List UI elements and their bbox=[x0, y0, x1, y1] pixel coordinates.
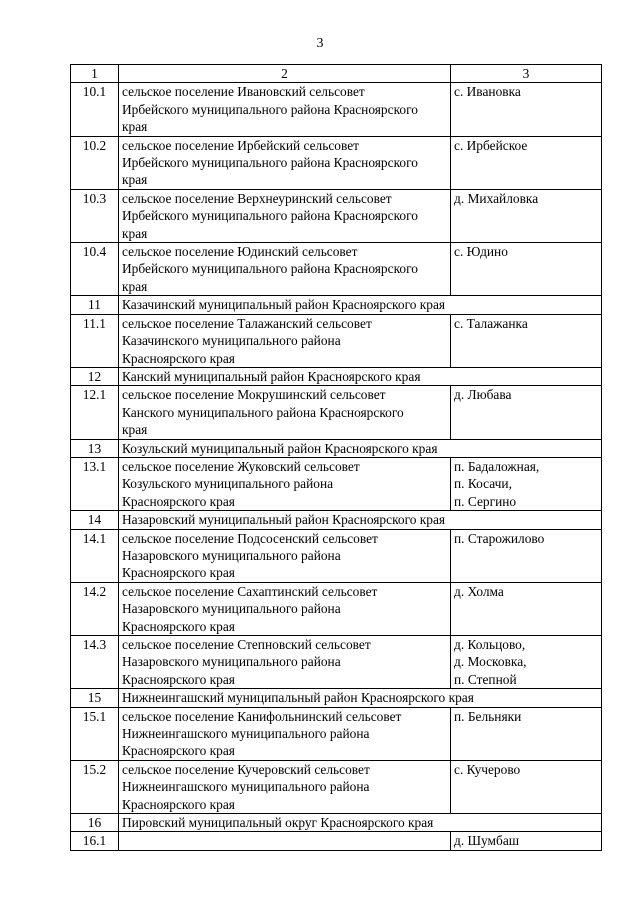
places-cell bbox=[451, 529, 602, 582]
row-number: 14.1 bbox=[71, 529, 119, 582]
district-name bbox=[119, 439, 602, 457]
settlement-name bbox=[119, 243, 451, 296]
settlement-name bbox=[119, 189, 451, 242]
name-line: Назаровского муниципального района bbox=[122, 654, 341, 670]
places-cell bbox=[451, 314, 602, 367]
place-line: с. Юдино bbox=[454, 244, 508, 260]
name-line: сельское поселение Кучеровский сельсовет bbox=[122, 761, 370, 777]
name-line: сельское поселение Мокрушинский сельсовет bbox=[122, 387, 386, 403]
table-row bbox=[71, 760, 602, 813]
name-line: края bbox=[122, 172, 148, 188]
district-name bbox=[119, 814, 602, 832]
table-row bbox=[71, 189, 602, 242]
district-name bbox=[119, 689, 602, 707]
places-cell bbox=[451, 386, 602, 439]
place-line: д. Холма bbox=[454, 583, 504, 599]
places-cell bbox=[451, 136, 602, 189]
name-line: Назаровского муниципального района bbox=[122, 547, 341, 563]
settlement-name bbox=[119, 457, 451, 510]
row-number: 15.2 bbox=[71, 760, 119, 813]
district-name bbox=[119, 367, 602, 385]
places-cell bbox=[451, 636, 602, 689]
row-number: 10.1 bbox=[71, 83, 119, 136]
place-line: д. Михайловка bbox=[454, 190, 539, 206]
places-cell bbox=[451, 243, 602, 296]
header-col-1: 1 bbox=[71, 65, 119, 83]
name-line: Красноярского края bbox=[122, 350, 235, 366]
settlement-name bbox=[119, 136, 451, 189]
name-line: сельское поселение Жуковский сельсовет bbox=[122, 458, 360, 474]
name-line: сельское поселение Сахаптинский сельсовет bbox=[122, 583, 378, 599]
name-line: Козульского муниципального района bbox=[122, 476, 334, 492]
place-line: с. Ивановка bbox=[454, 84, 521, 100]
name-line: Ирбейского муниципального района Красноярского bbox=[122, 155, 418, 171]
place-line: п. Старожилово bbox=[454, 530, 545, 546]
settlement-name bbox=[119, 386, 451, 439]
table-row bbox=[71, 314, 602, 367]
name-line: Красноярского края bbox=[122, 618, 235, 634]
place-line: д. Шумбаш bbox=[454, 833, 520, 849]
place-line: с. Талажанка bbox=[454, 315, 528, 331]
header-col-2: 2 bbox=[119, 65, 451, 83]
table-row bbox=[71, 457, 602, 510]
places-cell bbox=[451, 760, 602, 813]
name-line: Красноярского края bbox=[122, 743, 235, 759]
row-number: 12.1 bbox=[71, 386, 119, 439]
name-line: Красноярского края bbox=[122, 796, 235, 812]
table-row bbox=[71, 707, 602, 760]
settlement-name bbox=[119, 314, 451, 367]
row-number: 10.2 bbox=[71, 136, 119, 189]
name-line: сельское поселение Юдинский сельсовет bbox=[122, 244, 358, 260]
settlement-name bbox=[119, 83, 451, 136]
district-row bbox=[71, 367, 602, 385]
table-row bbox=[71, 832, 602, 850]
row-number: 10.4 bbox=[71, 243, 119, 296]
settlement-name bbox=[119, 529, 451, 582]
place-line: д. Кольцово, bbox=[454, 637, 526, 652]
places-cell bbox=[451, 582, 602, 635]
name-line: Пировский муниципальный округ Красноярского края bbox=[122, 815, 434, 831]
name-line: Назаровский муниципальный район Красноярского края bbox=[122, 512, 446, 528]
row-number: 14 bbox=[71, 511, 119, 529]
header-col-3: 3 bbox=[451, 65, 602, 83]
place-line: с. Ирбейское bbox=[454, 137, 528, 153]
row-number: 12 bbox=[71, 367, 119, 385]
table-header-row bbox=[71, 65, 602, 83]
name-line: сельское поселение Канифольнинский сельсовет bbox=[122, 708, 402, 724]
name-line: Нижнеингашский муниципальный район Красноярского края bbox=[122, 690, 474, 706]
table-row bbox=[71, 386, 602, 439]
name-line: Канского муниципального района Красноярского bbox=[122, 404, 404, 420]
place-line: д. Любава bbox=[454, 387, 512, 403]
name-line: Нижнеингашского муниципального района bbox=[122, 726, 370, 742]
places-cell bbox=[451, 189, 602, 242]
name-line: края bbox=[122, 278, 148, 294]
name-line: Ирбейского муниципального района Красноярского bbox=[122, 261, 418, 277]
name-line: сельское поселение Степновский сельсовет bbox=[122, 637, 371, 652]
place-line: с. Кучерово bbox=[454, 761, 521, 777]
row-number: 15.1 bbox=[71, 707, 119, 760]
name-line: сельское поселение Подсосенский сельсовет bbox=[122, 530, 378, 546]
table-row bbox=[71, 83, 602, 136]
district-row bbox=[71, 814, 602, 832]
table-row bbox=[71, 582, 602, 635]
name-line: Назаровского муниципального района bbox=[122, 601, 341, 617]
name-line: сельское поселение Талажанский сельсовет bbox=[122, 315, 372, 331]
place-line: п. Бадаложная, bbox=[454, 458, 540, 474]
place-line: п. Бельняки bbox=[454, 708, 522, 724]
district-row bbox=[71, 296, 602, 314]
row-number: 13.1 bbox=[71, 457, 119, 510]
place-line: п. Степной bbox=[454, 671, 517, 687]
district-row bbox=[71, 439, 602, 457]
name-line: Нижнеингашского муниципального района bbox=[122, 779, 370, 795]
name-line: сельское поселение Ивановский сельсовет bbox=[122, 84, 365, 100]
name-line: Ирбейского муниципального района Красноярского bbox=[122, 208, 418, 224]
settlements-table bbox=[70, 64, 602, 851]
settlement-name bbox=[119, 760, 451, 813]
name-line: Казачинского муниципального района bbox=[122, 333, 341, 349]
row-number: 16.1 bbox=[71, 832, 119, 850]
name-line: Казачинский муниципальный район Красноярского края bbox=[122, 297, 446, 313]
place-line: д. Московка, bbox=[454, 654, 527, 670]
name-line: Красноярского края bbox=[122, 565, 235, 581]
row-number: 15 bbox=[71, 689, 119, 707]
table-row bbox=[71, 136, 602, 189]
district-name bbox=[119, 511, 602, 529]
places-cell bbox=[451, 832, 602, 850]
name-line: Козульский муниципальный район Красноярского края bbox=[122, 440, 438, 456]
district-row bbox=[71, 689, 602, 707]
row-number: 11 bbox=[71, 296, 119, 314]
table-body bbox=[71, 83, 602, 850]
place-line: п. Косачи, bbox=[454, 476, 512, 492]
name-line: сельское поселение Ирбейский сельсовет bbox=[122, 137, 360, 153]
places-cell bbox=[451, 707, 602, 760]
district-name bbox=[119, 296, 602, 314]
row-number: 16 bbox=[71, 814, 119, 832]
places-cell bbox=[451, 83, 602, 136]
table-row bbox=[71, 636, 602, 689]
name-line: Красноярского края bbox=[122, 493, 235, 509]
name-line: края bbox=[122, 119, 148, 135]
district-row bbox=[71, 511, 602, 529]
name-line: края bbox=[122, 422, 148, 438]
settlement-name bbox=[119, 707, 451, 760]
table-row bbox=[71, 529, 602, 582]
row-number: 13 bbox=[71, 439, 119, 457]
settlement-name bbox=[119, 636, 451, 689]
name-line: Красноярского края bbox=[122, 671, 235, 687]
place-line: п. Сергино bbox=[454, 493, 517, 509]
row-number: 14.2 bbox=[71, 582, 119, 635]
name-line: Ирбейского муниципального района Красноярского bbox=[122, 101, 418, 117]
table-row bbox=[71, 243, 602, 296]
name-line: Канский муниципальный район Красноярского края bbox=[122, 368, 421, 384]
page-number: 3 bbox=[316, 36, 324, 51]
row-number: 10.3 bbox=[71, 189, 119, 242]
name-line: сельское поселение Верхнеуринский сельсовет bbox=[122, 190, 392, 206]
row-number: 14.3 bbox=[71, 636, 119, 689]
places-cell bbox=[451, 457, 602, 510]
row-number: 11.1 bbox=[71, 314, 119, 367]
settlement-name bbox=[119, 582, 451, 635]
settlement-name bbox=[119, 832, 451, 850]
name-line: края bbox=[122, 225, 148, 241]
